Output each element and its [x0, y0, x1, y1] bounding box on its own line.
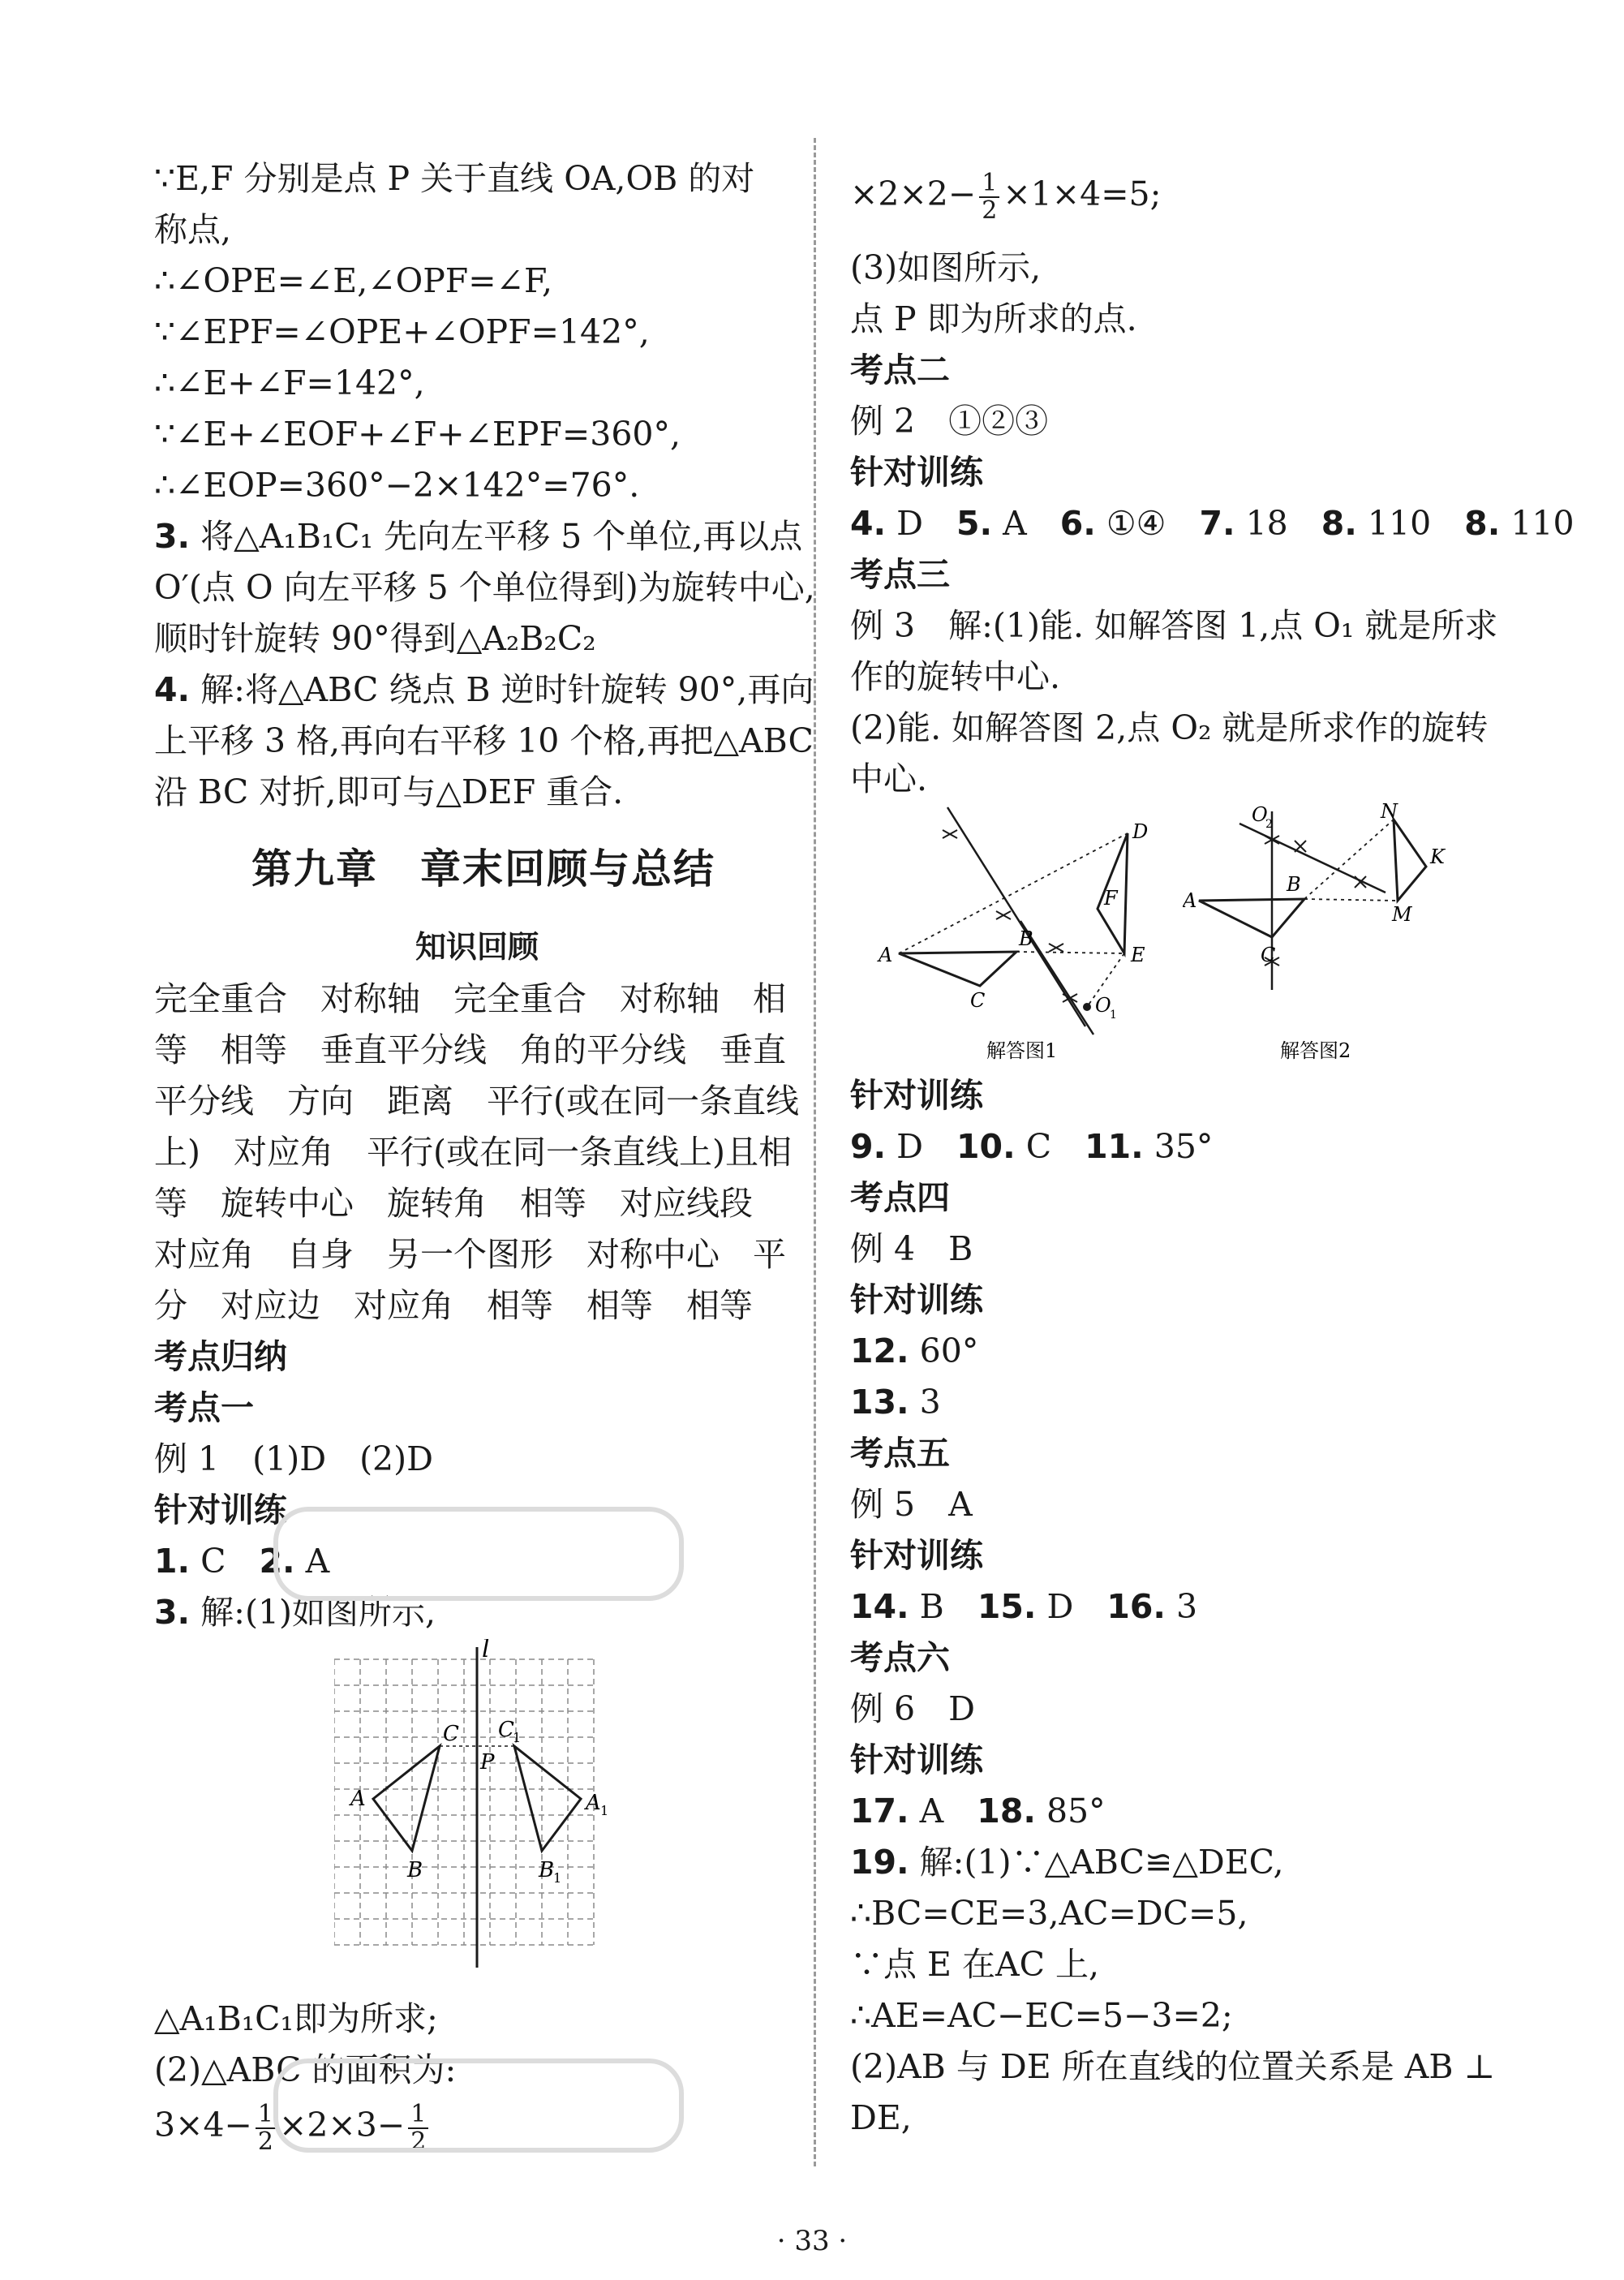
text-line: 点 P 即为所求的点. [850, 299, 1137, 338]
knowledge-line: 等 相等 垂直平分线 角的平分线 垂直 [154, 1030, 786, 1069]
answer-line [850, 1792, 1106, 1830]
label-n: N [1381, 803, 1398, 823]
watermark-graphic [268, 1493, 690, 1615]
question-number: 5. [956, 504, 993, 543]
answer-text: D [1036, 1587, 1107, 1626]
question-number: 13. [850, 1383, 909, 1422]
page-number: · 33 · [776, 2225, 848, 2257]
answer-text: 将△A₁B₁C₁ 先向左平移 5 个单位,再以点 [190, 517, 803, 556]
question-number: 1. [154, 1542, 191, 1581]
question-number: 15. [977, 1587, 1037, 1626]
answer-text: 解:(1)∵△ABC≌△DEC, [909, 1843, 1284, 1882]
text-line: DE, [850, 2098, 912, 2137]
perpendicular-bisector-2 [1239, 824, 1386, 893]
answer-figure-1 [874, 799, 1183, 1067]
question-number: 16. [1106, 1587, 1166, 1626]
text-line: 中心. [850, 759, 928, 798]
answer-text: 解:(1)如图所示, [190, 1593, 436, 1632]
answer-text: 85° [1035, 1792, 1106, 1830]
arc-mark [1049, 944, 1063, 952]
text-line: ∴BC=CE=3,AC=DC=5, [850, 1894, 1248, 1933]
knowledge-line: 对应角 自身 另一个图形 对称中心 平 [154, 1235, 786, 1274]
label-a: A [350, 1787, 366, 1811]
perpendicular-bisector-1 [947, 807, 1085, 1026]
knowledge-line: 平分线 方向 距离 平行(或在同一条直线 [154, 1082, 799, 1121]
question-number: 19. [850, 1843, 909, 1882]
text-line [154, 517, 803, 556]
answer-text: C [1015, 1127, 1085, 1166]
section-heading: 考点归纳 [154, 1337, 287, 1376]
text-line: ∵E,F 分别是点 P 关于直线 OA,OB 的对 [154, 159, 755, 198]
text-line [154, 670, 814, 709]
answer-text: 60° [909, 1331, 979, 1370]
point-o1 [1083, 1003, 1091, 1011]
answer-line [850, 1587, 1198, 1626]
question-number: 8. [1321, 504, 1357, 543]
dotted-ad [899, 833, 1128, 953]
section-heading: 针对训练 [850, 1280, 983, 1319]
label-l: l [482, 1639, 490, 1663]
answer-text: 解:将△ABC 绕点 B 逆时针旋转 90°,再向 [190, 670, 814, 709]
text-line: ∴∠EOP=360°−2×142°=76°. [154, 466, 640, 505]
text-line: ∴∠E+∠F=142°, [154, 364, 425, 402]
text-line: 沿 BC 对折,即可与△DEF 重合. [154, 772, 624, 811]
text-line: 顺时针旋转 90°得到△A₂B₂C₂ [154, 619, 596, 658]
example-line: 例 2 ①②③ [850, 402, 1049, 441]
fraction-denominator: 2 [982, 196, 998, 225]
dotted-bn [1304, 820, 1394, 899]
grid-lines [334, 1659, 594, 1945]
text-line: 称点, [154, 210, 232, 249]
label-a1: A [586, 1791, 601, 1815]
answer-text: 3 [909, 1383, 941, 1422]
answer-text: 110 [1356, 504, 1465, 543]
section-heading: 针对训练 [850, 1076, 983, 1115]
text-line: ∵点 E 在AC 上, [850, 1945, 1100, 1984]
label-b1: B [539, 1858, 555, 1882]
section-heading: 考点二 [850, 351, 950, 389]
answer-text: ①④ [1095, 504, 1200, 543]
formula-part: ×2×2− [850, 174, 977, 213]
text-line: ∵∠E+∠EOF+∠F+∠EPF=360°, [154, 415, 681, 454]
label-o1-sub: 1 [1110, 1009, 1117, 1022]
answer-text: 3 [1166, 1587, 1198, 1626]
text-line: (2)AB 与 DE 所在直线的位置关系是 AB ⊥ [850, 2047, 1496, 2086]
grid-reflection-figure [334, 1639, 756, 1980]
label-c: C [1261, 944, 1276, 966]
answer-line [850, 1383, 941, 1422]
knowledge-line: 上) 对应角 平行(或在同一条直线上)且相 [154, 1133, 792, 1172]
fraction-numerator: 1 [979, 170, 999, 198]
question-number: 3. [154, 517, 191, 556]
question-number: 6. [1059, 504, 1096, 543]
answer-text: D [886, 504, 957, 543]
label-o2: O [1252, 803, 1268, 826]
triangle-a1b1c1 [514, 1746, 581, 1851]
fraction-numerator: 1 [408, 2101, 428, 2129]
text-line: (2)△ABC 的面积为: [154, 2050, 457, 2089]
section-title: 知识回顾 [415, 929, 539, 965]
answer-text: 35° [1143, 1127, 1214, 1166]
label-b1-sub: 1 [553, 1870, 562, 1886]
section-heading: 针对训练 [154, 1491, 287, 1529]
section-heading: 考点四 [850, 1178, 950, 1217]
dotted-bm [1304, 899, 1398, 901]
label-k: K [1430, 845, 1445, 868]
answer-text: A [909, 1792, 977, 1830]
question-number: 2. [259, 1542, 295, 1581]
answer-figure-2 [1183, 803, 1483, 1067]
formula-part: 3×4− [154, 2106, 252, 2144]
question-number: 8. [1464, 504, 1501, 543]
knowledge-line: 分 对应边 对应角 相等 相等 相等 [154, 1286, 753, 1325]
answer-text: 110 [1500, 504, 1575, 543]
dotted-be [1016, 952, 1124, 953]
question-number: 14. [850, 1587, 909, 1626]
answer-text: B [909, 1587, 977, 1626]
text-line: O′(点 O 向左平移 5 个单位得到)为旋转中心, [154, 568, 815, 607]
text-line: (3)如图所示, [850, 248, 1042, 287]
label-f: F [1104, 887, 1118, 910]
text-line: 例 3 解:(1)能. 如解答图 1,点 O₁ 就是所求 [850, 606, 1498, 645]
answer-line [850, 1127, 1214, 1166]
chapter-title: 第九章 章末回顾与总结 [251, 845, 715, 893]
question-number: 12. [850, 1331, 909, 1370]
section-heading: 针对训练 [850, 453, 983, 492]
fraction-denominator: 2 [257, 2127, 273, 2156]
question-number: 17. [850, 1792, 909, 1830]
question-number: 4. [850, 504, 887, 543]
label-a: A [1183, 889, 1197, 912]
label-p: P [480, 1750, 495, 1775]
knowledge-line: 等 旋转中心 旋转角 相等 对应线段 [154, 1184, 753, 1223]
question-number: 9. [850, 1127, 887, 1166]
answer-text: D [886, 1127, 957, 1166]
section-heading: 针对训练 [850, 1740, 983, 1779]
knowledge-line: 完全重合 对称轴 完全重合 对称轴 相 [154, 979, 786, 1018]
answer-text: 18 [1235, 504, 1321, 543]
question-number: 18. [977, 1792, 1036, 1830]
label-c1-sub: 1 [513, 1730, 522, 1745]
text-line: ∴∠OPE=∠E,∠OPF=∠F, [154, 261, 553, 300]
formula-part: ×1×4=5; [1003, 174, 1162, 213]
answer-line [850, 504, 1575, 543]
label-c1: C [498, 1718, 514, 1742]
label-b: B [407, 1858, 423, 1882]
arc-mark [996, 911, 1011, 919]
label-e: E [1131, 944, 1145, 966]
answer-text: C [190, 1542, 260, 1581]
answer-text: A [992, 504, 1060, 543]
fraction-numerator: 1 [256, 2101, 276, 2129]
answer-line [850, 1843, 1284, 1882]
triangle-nkm [1394, 820, 1426, 901]
section-heading: 考点五 [850, 1434, 950, 1473]
label-o2-sub: 2 [1265, 818, 1273, 831]
column-divider [814, 138, 816, 2166]
question-number: 11. [1085, 1127, 1144, 1166]
example-line: 例 4 B [850, 1229, 973, 1268]
section-heading: 针对训练 [850, 1536, 983, 1575]
label-a: A [879, 944, 893, 966]
arc-mark [1295, 841, 1306, 852]
label-b: B [1287, 873, 1301, 896]
label-c: C [970, 989, 986, 1012]
answer-line [850, 1331, 979, 1370]
question-number: 7. [1199, 504, 1235, 543]
label-d: D [1132, 820, 1149, 843]
text-line: ∵∠EPF=∠OPE+∠OPF=142°, [154, 312, 650, 351]
formula-part: ×2×3− [278, 2106, 406, 2144]
text-line: △A₁B₁C₁即为所求; [154, 1999, 438, 2038]
triangle-abc [373, 1746, 440, 1851]
example-line: 例 5 A [850, 1485, 973, 1524]
label-a1-sub: 1 [600, 1803, 609, 1818]
fraction [979, 170, 999, 223]
text-line: 作的旋转中心. [850, 657, 1061, 696]
question-number: 3. [154, 1593, 191, 1632]
example-line: 例 6 D [850, 1689, 975, 1728]
watermark-graphic [268, 2045, 690, 2166]
label-o1: O [1095, 994, 1111, 1017]
example-line: 例 1 (1)D (2)D [154, 1439, 434, 1478]
arc-mark [943, 830, 957, 838]
text-line: 上平移 3 格,再向右平移 10 个格,再把△ABC [154, 721, 814, 760]
triangle-abc [1199, 899, 1304, 937]
text-line: (2)能. 如解答图 2,点 O₂ 就是所求作的旋转 [850, 708, 1489, 747]
answer-text: A [294, 1542, 330, 1581]
figure-caption: 解答图1 [986, 1039, 1058, 1062]
question-number: 4. [154, 670, 191, 709]
text-line: ∴AE=AC−EC=5−3=2; [850, 1996, 1233, 2035]
label-b: B [1019, 927, 1033, 950]
fraction-denominator: 2 [410, 2127, 427, 2156]
formula-line [850, 170, 1161, 223]
section-heading: 考点三 [850, 555, 950, 594]
label-c: C [443, 1722, 459, 1746]
triangle-abc [899, 952, 1016, 986]
label-m: M [1392, 903, 1412, 926]
question-number: 10. [956, 1127, 1016, 1166]
section-heading: 考点六 [850, 1638, 950, 1677]
figure-caption: 解答图2 [1280, 1039, 1351, 1062]
section-heading: 考点一 [154, 1388, 254, 1427]
